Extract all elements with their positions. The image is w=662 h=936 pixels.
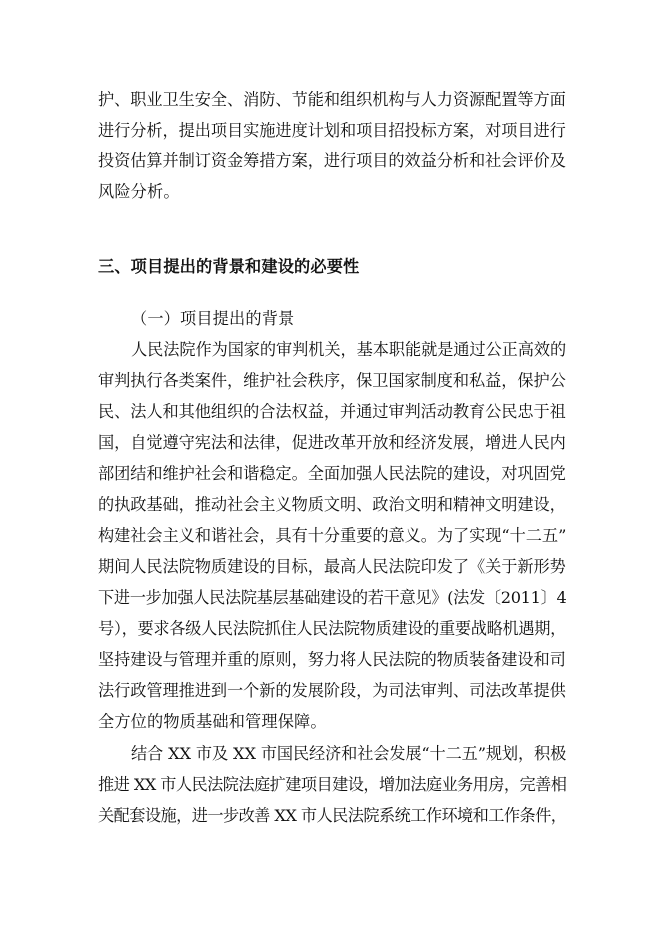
paragraph-1-line-9: 下进一步加强人民法院基层基础建设的若干意见》(法发〔2011〕4 [98, 588, 567, 607]
paragraph-1-line-13: 全方位的物质基础和管理保障。 [98, 712, 327, 731]
paragraph-2-line-2: 推进 XX 市人民法院法庭扩建项目建设，增加法庭业务用房，完善相 [98, 775, 567, 794]
paragraph-1-line-8: 期间人民法院物质建设的目标，最高人民法院印发了《关于新形势 [98, 557, 566, 576]
paragraph-2-line-1: 结合 XX 市及 XX 市国民经济和社会发展“十二五”规划，积极 [131, 744, 567, 763]
section-heading: 三、项目提出的背景和建设的必要性 [98, 257, 360, 276]
paragraph-1-line-4: 国，自觉遵守宪法和法律，促进改革开放和经济发展，增进人民内 [98, 433, 566, 452]
paragraph-1-line-3: 民、法人和其他组织的合法权益，并通过审判活动教育公民忠于祖 [98, 402, 566, 421]
paragraph-1-line-5: 部团结和维护社会和谐稳定。全面加强人民法院的建设，对巩固党 [98, 464, 566, 483]
paragraph-1-line-6: 的执政基础，推动社会主义物质文明、政治文明和精神文明建设， [98, 495, 566, 514]
paragraph-1-line-12: 法行政管理推进到一个新的发展阶段，为司法审判、司法改革提供 [98, 681, 566, 700]
paragraph-1-line-10: 号），要求各级人民法院抓住人民法院物质建设的重要战略机遇期， [98, 619, 567, 638]
subsection-heading: （一）项目提出的背景 [131, 309, 295, 328]
paragraph-2-line-3: 关配套设施，进一步改善 XX 市人民法院系统工作环境和工作条件， [98, 806, 567, 825]
intro-line-2: 进行分析，提出项目实施进度计划和项目招投标方案，对项目进行 [98, 121, 566, 140]
intro-line-4: 风险分析。 [98, 182, 180, 201]
intro-line-3: 投资估算并制订资金筹措方案，进行项目的效益分析和社会评价及 [98, 151, 566, 170]
paragraph-1-line-2: 审判执行各类案件，维护社会秩序，保卫国家制度和私益，保护公 [98, 371, 566, 390]
intro-line-1: 护、职业卫生安全、消防、节能和组织机构与人力资源配置等方面 [98, 90, 566, 109]
paragraph-1-line-1: 人民法院作为国家的审判机关，基本职能就是通过公正高效的 [131, 340, 567, 359]
paragraph-1-line-11: 坚持建设与管理并重的原则，努力将人民法院的物质装备建设和司 [98, 650, 566, 669]
paragraph-1-line-7: 构建社会主义和谐社会，具有十分重要的意义。为了实现“十二五” [98, 526, 567, 545]
